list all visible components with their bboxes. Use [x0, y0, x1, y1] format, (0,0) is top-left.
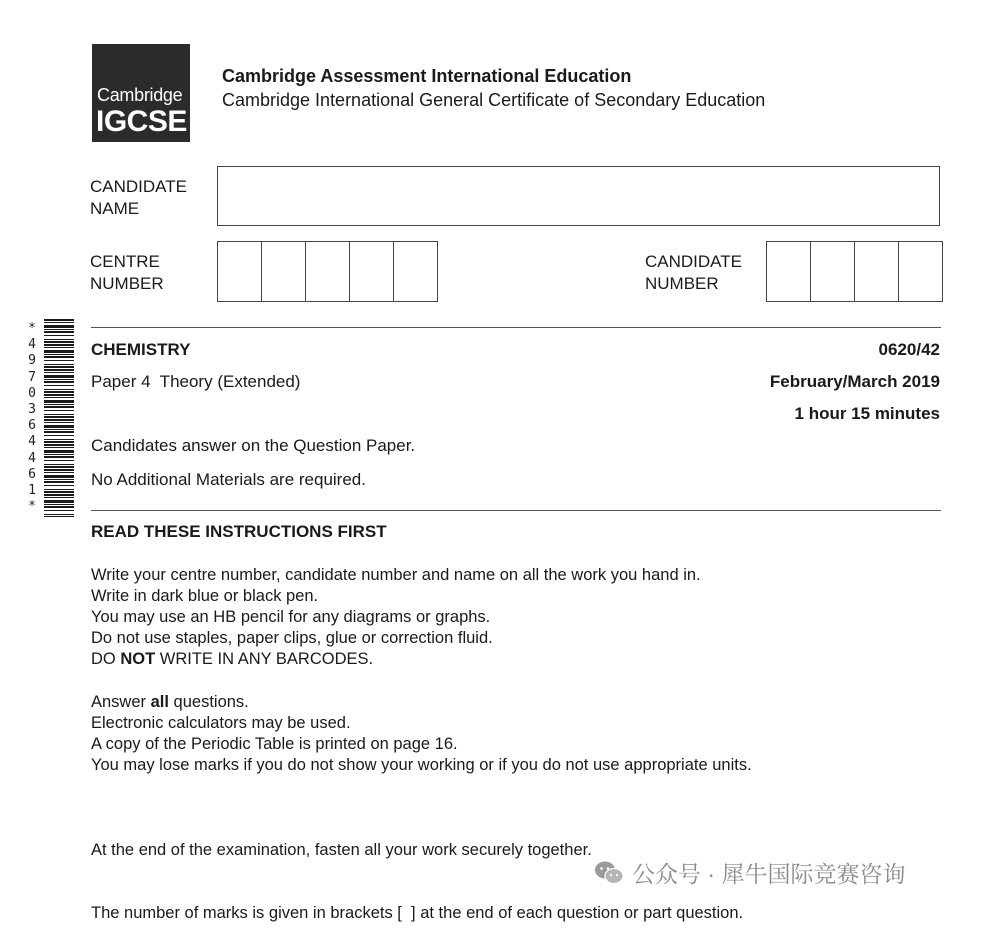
barcode-bar — [44, 391, 74, 393]
barcode-digit: 0 — [28, 385, 36, 401]
barcode-bar — [44, 347, 74, 348]
qualification-title: Cambridge International General Certificate of Secondary Education — [222, 90, 766, 110]
barcode-bar — [44, 460, 74, 461]
subject-title: CHEMISTRY — [91, 340, 191, 359]
barcode-bar — [44, 339, 74, 340]
barcode-bar — [44, 506, 74, 508]
barcode-bar — [44, 404, 74, 405]
candidate-name-box[interactable] — [217, 166, 940, 226]
barcode-digit: * — [28, 321, 36, 336]
barcode-bar — [44, 425, 74, 428]
exam-session: February/March 2019 — [769, 372, 940, 391]
barcode-bar — [44, 464, 74, 465]
barcode-bar — [44, 385, 74, 386]
instruction-line-answer — [91, 692, 752, 713]
barcode-bar — [44, 472, 74, 473]
candidate-number-cell[interactable] — [899, 242, 942, 301]
barcode-digits — [24, 322, 40, 516]
barcode-bar — [44, 504, 74, 505]
barcode-bar — [44, 491, 74, 493]
barcode-bar — [44, 322, 74, 323]
barcode-digit: 4 — [28, 337, 36, 353]
barcode-bar — [44, 329, 74, 330]
barcode-digit: 4 — [28, 450, 36, 466]
barcode-bar — [44, 341, 74, 343]
barcode-bar — [44, 447, 74, 448]
do-not-emphasis: NOT — [120, 650, 156, 668]
barcode-bar — [44, 516, 74, 517]
barcode-bar — [44, 429, 74, 430]
instruction-line: The number of marks is given in brackets [ ] at the end of each question or part question. — [91, 904, 744, 922]
answer-suffix: questions. — [168, 693, 249, 711]
instruction-line-do-not — [91, 649, 701, 670]
barcode-bar — [44, 344, 74, 346]
candidate-number-boxes[interactable] — [766, 241, 943, 302]
wechat-icon — [594, 860, 624, 886]
centre-number-cell[interactable] — [350, 242, 394, 301]
barcode-digit: 7 — [28, 369, 36, 385]
barcode-bar — [44, 485, 74, 486]
barcode-bar — [44, 435, 74, 436]
watermark-text: 公众号 · 犀牛国际竞赛咨询 — [632, 861, 906, 887]
materials-note: No Additional Materials are required. — [91, 470, 366, 489]
barcode-bar — [44, 372, 74, 373]
instructions-group-1 — [91, 565, 701, 670]
candidate-name-label-line-1: CANDIDATE — [90, 177, 187, 196]
centre-number-cell[interactable] — [218, 242, 262, 301]
barcode-bar — [44, 369, 74, 371]
instruction-line: You may lose marks if you do not show your working or if you do not use appropriate units. — [91, 756, 752, 774]
barcode-digit: 6 — [28, 418, 36, 434]
centre-number-cell[interactable] — [394, 242, 437, 301]
barcode-bar — [44, 450, 74, 453]
paper-code: 0620/42 — [878, 340, 940, 359]
barcode-bar — [44, 416, 74, 418]
centre-number-label-line-2: NUMBER — [90, 274, 164, 293]
barcode-bar — [44, 375, 74, 378]
logo-line-2: IGCSE — [96, 105, 187, 138]
candidate-name-label — [90, 176, 187, 220]
centre-number-label-line-1: CENTRE — [90, 252, 160, 271]
barcode-digit: 4 — [28, 434, 36, 450]
answer-emphasis: all — [150, 693, 169, 711]
barcode-bar — [44, 319, 74, 321]
barcode-bar — [44, 400, 74, 403]
barcode-bar — [44, 444, 74, 446]
barcode-bar — [44, 389, 74, 390]
barcode-bar — [44, 481, 74, 483]
divider-top — [91, 327, 941, 328]
barcode-digit: 6 — [28, 466, 36, 482]
barcode-bar — [44, 510, 74, 511]
exam-duration: 1 hour 15 minutes — [794, 404, 940, 423]
barcode-bar — [44, 325, 74, 328]
barcode-bar — [44, 397, 74, 398]
centre-number-label — [90, 251, 164, 295]
do-not-suffix: WRITE IN ANY BARCODES. — [155, 650, 374, 668]
barcode-bar — [44, 419, 74, 421]
centre-number-boxes[interactable] — [217, 241, 438, 302]
barcode-bar — [44, 514, 74, 515]
barcode — [44, 319, 74, 517]
barcode-bar — [44, 335, 74, 336]
candidate-number-label — [645, 251, 742, 295]
barcode-bar — [44, 406, 74, 408]
instruction-line: Do not use staples, paper clips, glue or correction fluid. — [91, 629, 493, 647]
centre-number-cell[interactable] — [262, 242, 306, 301]
cambridge-igcse-logo — [92, 44, 190, 142]
barcode-bar — [44, 381, 74, 383]
watermark — [594, 856, 905, 889]
barcode-bar — [44, 414, 74, 415]
barcode-digit: 9 — [28, 353, 36, 369]
candidate-number-label-line-2: NUMBER — [645, 274, 719, 293]
barcode-bar — [44, 394, 74, 396]
candidate-number-cell[interactable] — [811, 242, 855, 301]
instructions-heading: READ THESE INSTRUCTIONS FIRST — [91, 522, 387, 541]
instruction-line: A copy of the Periodic Table is printed on page 16. — [91, 735, 458, 753]
barcode-bar — [44, 439, 74, 440]
barcode-bar — [44, 410, 74, 411]
barcode-bar — [44, 431, 74, 433]
candidate-number-cell[interactable] — [767, 242, 811, 301]
barcode-bar — [44, 422, 74, 423]
barcode-digit: 3 — [28, 401, 36, 417]
barcode-digit: * — [28, 499, 36, 515]
barcode-bar — [44, 354, 74, 355]
barcode-bar — [44, 441, 74, 443]
candidate-number-cell[interactable] — [855, 242, 899, 301]
divider-bottom — [91, 510, 941, 511]
instruction-line: You may use an HB pencil for any diagrams or graphs. — [91, 608, 491, 626]
barcode-bar — [44, 500, 74, 503]
barcode-digit: 1 — [28, 482, 36, 498]
candidate-number-label-line-1: CANDIDATE — [645, 252, 742, 271]
barcode-bar — [44, 356, 74, 358]
logo-line-1: Cambridge — [97, 85, 183, 105]
barcode-bar — [44, 364, 74, 365]
instruction-line: Write in dark blue or black pen. — [91, 587, 319, 605]
barcode-bar — [44, 454, 74, 455]
barcode-bar — [44, 497, 74, 498]
barcode-bar — [44, 489, 74, 490]
barcode-bar — [44, 456, 74, 458]
barcode-bar — [44, 494, 74, 496]
barcode-bar — [44, 469, 74, 471]
barcode-bar — [44, 475, 74, 478]
barcode-bar — [44, 331, 74, 333]
barcode-bar — [44, 350, 74, 353]
barcode-bar — [44, 366, 74, 368]
barcode-bar — [44, 466, 74, 468]
barcode-bar — [44, 360, 74, 361]
organisation-title: Cambridge Assessment International Education — [222, 66, 632, 86]
do-not-prefix: DO — [91, 650, 121, 668]
barcode-bar — [44, 479, 74, 480]
answer-prefix: Answer — [91, 693, 151, 711]
instruction-line: At the end of the examination, fasten all your work securely together. — [91, 841, 592, 859]
paper-title: Paper 4 Theory (Extended) — [91, 372, 301, 391]
instructions-group-2 — [91, 692, 752, 776]
instruction-line: Electronic calculators may be used. — [91, 714, 351, 732]
centre-number-cell[interactable] — [306, 242, 350, 301]
instruction-line: Write your centre number, candidate number and name on all the work you hand in. — [91, 566, 701, 584]
answer-note: Candidates answer on the Question Paper. — [91, 436, 416, 455]
candidate-name-label-line-2: NAME — [90, 199, 140, 218]
barcode-bar — [44, 379, 74, 380]
